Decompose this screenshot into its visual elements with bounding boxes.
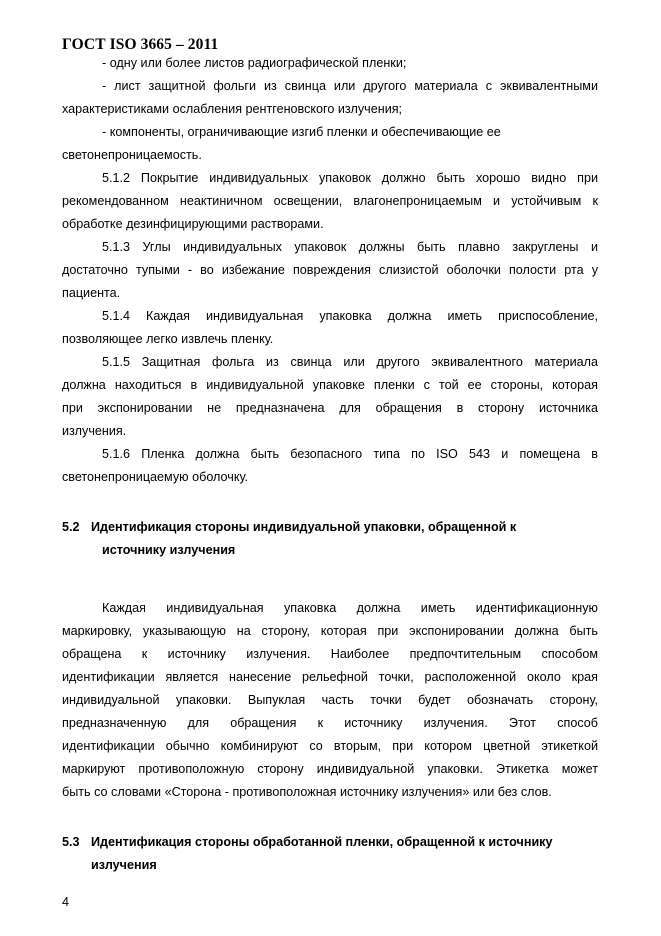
paragraph-5-1-5-line: при экспонировании не предназначена для обращения в сторону источника bbox=[62, 401, 598, 415]
paragraph-5-1-3-line: достаточно тупыми - во избежание повреждения слизистой оболочки полости рта у bbox=[62, 263, 598, 277]
paragraph-5-2-line: быть со словами «Сторона - противоположная источнику излучения» или без слов. bbox=[62, 785, 552, 799]
paragraph-5-1-2-line: обработке дезинфицирующими растворами. bbox=[62, 217, 324, 231]
paragraph-5-2-line: идентификации обычно комбинируют со вторым, при котором цветной этикеткой bbox=[62, 739, 598, 753]
paragraph-5-2-line: обращена к источнику излучения. Наиболее предпочтительным способом bbox=[62, 647, 598, 661]
paragraph-5-2-line: индивидуальной упаковки. Выпуклая часть точки будет обозначать сторону, bbox=[62, 693, 598, 707]
section-5-3-number: 5.3 bbox=[62, 835, 80, 849]
paragraph-5-2-line: предназначенную для обращения к источнику излучения. Этот способ bbox=[62, 716, 598, 730]
paragraph-5-2-line: Каждая индивидуальная упаковка должна иметь идентификационную bbox=[102, 601, 598, 615]
paragraph-5-1-6-line: 5.1.6 Пленка должна быть безопасного типа по ISO 543 и помещена в bbox=[102, 447, 598, 461]
section-5-2-title: Идентификация стороны индивидуальной упаковки, обращенной к bbox=[91, 520, 517, 534]
section-5-2-number: 5.2 bbox=[62, 520, 80, 534]
paragraph-5-1-5-line: 5.1.5 Защитная фольга из свинца или другого эквивалентного материала bbox=[102, 355, 598, 369]
list-item: - лист защитной фольги из свинца или другого материала с эквивалентными bbox=[102, 79, 598, 93]
paragraph-5-2-line: маркировку, указывающую на сторону, которая при экспонировании должна быть bbox=[62, 624, 598, 638]
paragraph-5-1-2-line: рекомендованном неактиничном освещении, влагонепроницаемым и устойчивым к bbox=[62, 194, 598, 208]
section-5-3-title-continuation: излучения bbox=[91, 858, 157, 872]
paragraph-5-1-4-line: 5.1.4 Каждая индивидуальная упаковка должна иметь приспособление, bbox=[102, 309, 598, 323]
paragraph-5-1-6-line: светонепроницаемую оболочку. bbox=[62, 470, 249, 484]
paragraph-5-1-5-line: должна находиться в индивидуальной упаковке пленки с той ее стороны, которая bbox=[62, 378, 598, 392]
paragraph-5-2-line: маркируют противоположную сторону индивидуальной упаковки. Этикетка может bbox=[62, 762, 598, 776]
list-item: - компоненты, ограничивающие изгиб пленки и обеспечивающие ее bbox=[102, 125, 501, 139]
paragraph-5-1-2-line: 5.1.2 Покрытие индивидуальных упаковок должно быть хорошо видно при bbox=[102, 171, 598, 185]
paragraph-5-2-line: идентификации является нанесение рельефной точки, расположенной около края bbox=[62, 670, 598, 684]
section-5-2-title-continuation: источнику излучения bbox=[102, 543, 236, 557]
list-item-continuation: светонепроницаемость. bbox=[62, 148, 202, 162]
list-item-continuation: характеристиками ослабления рентгеновского излучения; bbox=[62, 102, 403, 116]
page-number: 4 bbox=[62, 895, 70, 909]
paragraph-5-1-3-line: 5.1.3 Углы индивидуальных упаковок должны быть плавно закруглены и bbox=[102, 240, 598, 254]
paragraph-5-1-4-line: позволяющее легко извлечь пленку. bbox=[62, 332, 274, 346]
paragraph-5-1-5-line: излучения. bbox=[62, 424, 127, 438]
paragraph-5-1-3-line: пациента. bbox=[62, 286, 121, 300]
section-5-3-title: Идентификация стороны обработанной пленки, обращенной к источнику bbox=[91, 835, 553, 849]
list-item: - одну или более листов радиографической пленки; bbox=[102, 56, 407, 70]
standard-header: ГОСТ ISO 3665 – 2011 bbox=[62, 36, 219, 53]
